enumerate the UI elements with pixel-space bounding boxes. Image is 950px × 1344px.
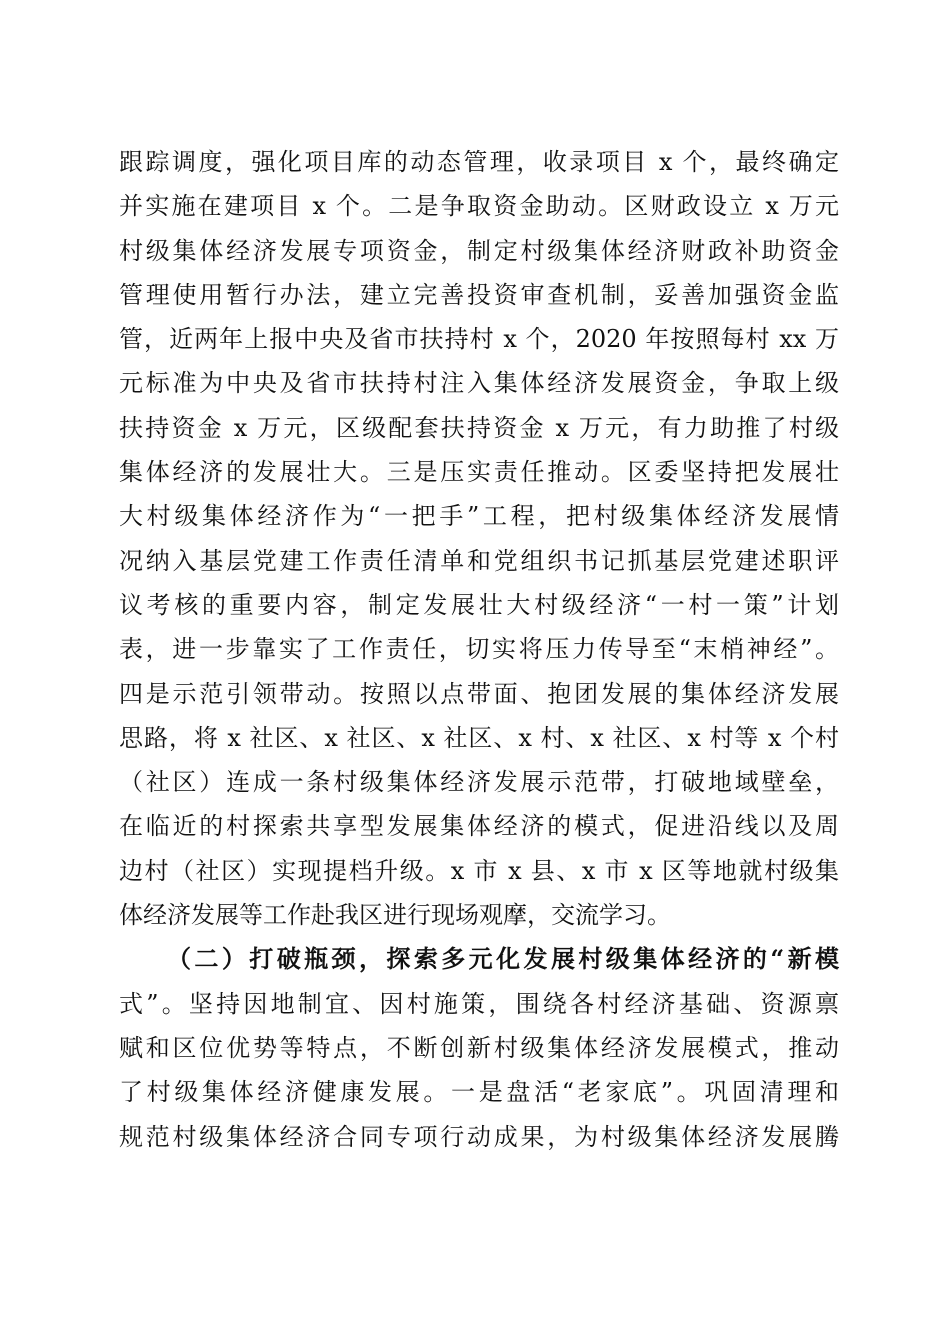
text-line: 了村级集体经济健康发展。一是盘活“老家底”。巩固清理和	[119, 1078, 839, 1107]
text-line: 边村（社区）实现提档升级。x 市 x 县、x 市 x 区等地就村级集	[119, 856, 839, 885]
text-line: 管理使用暂行办法，建立完善投资审查机制，妥善加强资金监	[119, 280, 839, 309]
text-line: 式”。坚持因地制宜、因村施策，围绕各村经济基础、资源禀	[119, 989, 839, 1018]
text-line: 况纳入基层党建工作责任清单和党组织书记抓基层党建述职评	[119, 546, 839, 575]
text-line: 表，进一步靠实了工作责任，切实将压力传导至“末梢神经”。	[119, 635, 839, 664]
text-line: 并实施在建项目 x 个。二是争取资金助动。区财政设立 x 万元	[119, 192, 839, 221]
text-line: 在临近的村探索共享型发展集体经济的模式，促进沿线以及周	[119, 812, 839, 841]
text-line: 体经济发展等工作赴我区进行现场观摩，交流学习。	[119, 901, 671, 930]
text-line: 跟踪调度，强化项目库的动态管理，收录项目 x 个，最终确定	[119, 148, 839, 176]
paragraph	[119, 937, 839, 1158]
text-line: 管，近两年上报中央及省市扶持村 x 个，2020 年按照每村 xx 万	[119, 325, 839, 354]
text-line: 大村级集体经济作为“一把手”工程，把村级集体经济发展情	[119, 502, 839, 531]
text-line: 思路，将 x 社区、x 社区、x 社区、x 村、x 社区、x 村等 x 个村	[119, 723, 839, 752]
text-line: 赋和区位优势等特点，不断创新村级集体经济发展模式，推动	[119, 1033, 839, 1062]
text-line: 集体经济的发展壮大。三是压实责任推动。区委坚持把发展壮	[119, 458, 839, 487]
text-line: 元标准为中央及省市扶持村注入集体经济发展资金，争取上级	[119, 369, 839, 398]
section-heading: （二）打破瓶颈，探索多元化发展村级集体经济的“新模	[167, 944, 839, 974]
text-line: 四是示范引领带动。按照以点带面、抱团发展的集体经济发展	[119, 679, 839, 708]
paragraph	[119, 140, 839, 937]
text-line: 村级集体经济发展专项资金，制定村级集体经济财政补助资金	[119, 236, 839, 265]
text-line: 规范村级集体经济合同专项行动成果，为村级集体经济发展腾	[119, 1122, 839, 1151]
text-line: 议考核的重要内容，制定发展壮大村级经济“一村一策”计划	[119, 590, 839, 619]
text-line: （社区）连成一条村级集体经济发展示范带，打破地域壁垒，	[119, 768, 839, 797]
document-body	[119, 140, 839, 1159]
text-line: 扶持资金 x 万元，区级配套扶持资金 x 万元，有力助推了村级	[119, 413, 839, 442]
